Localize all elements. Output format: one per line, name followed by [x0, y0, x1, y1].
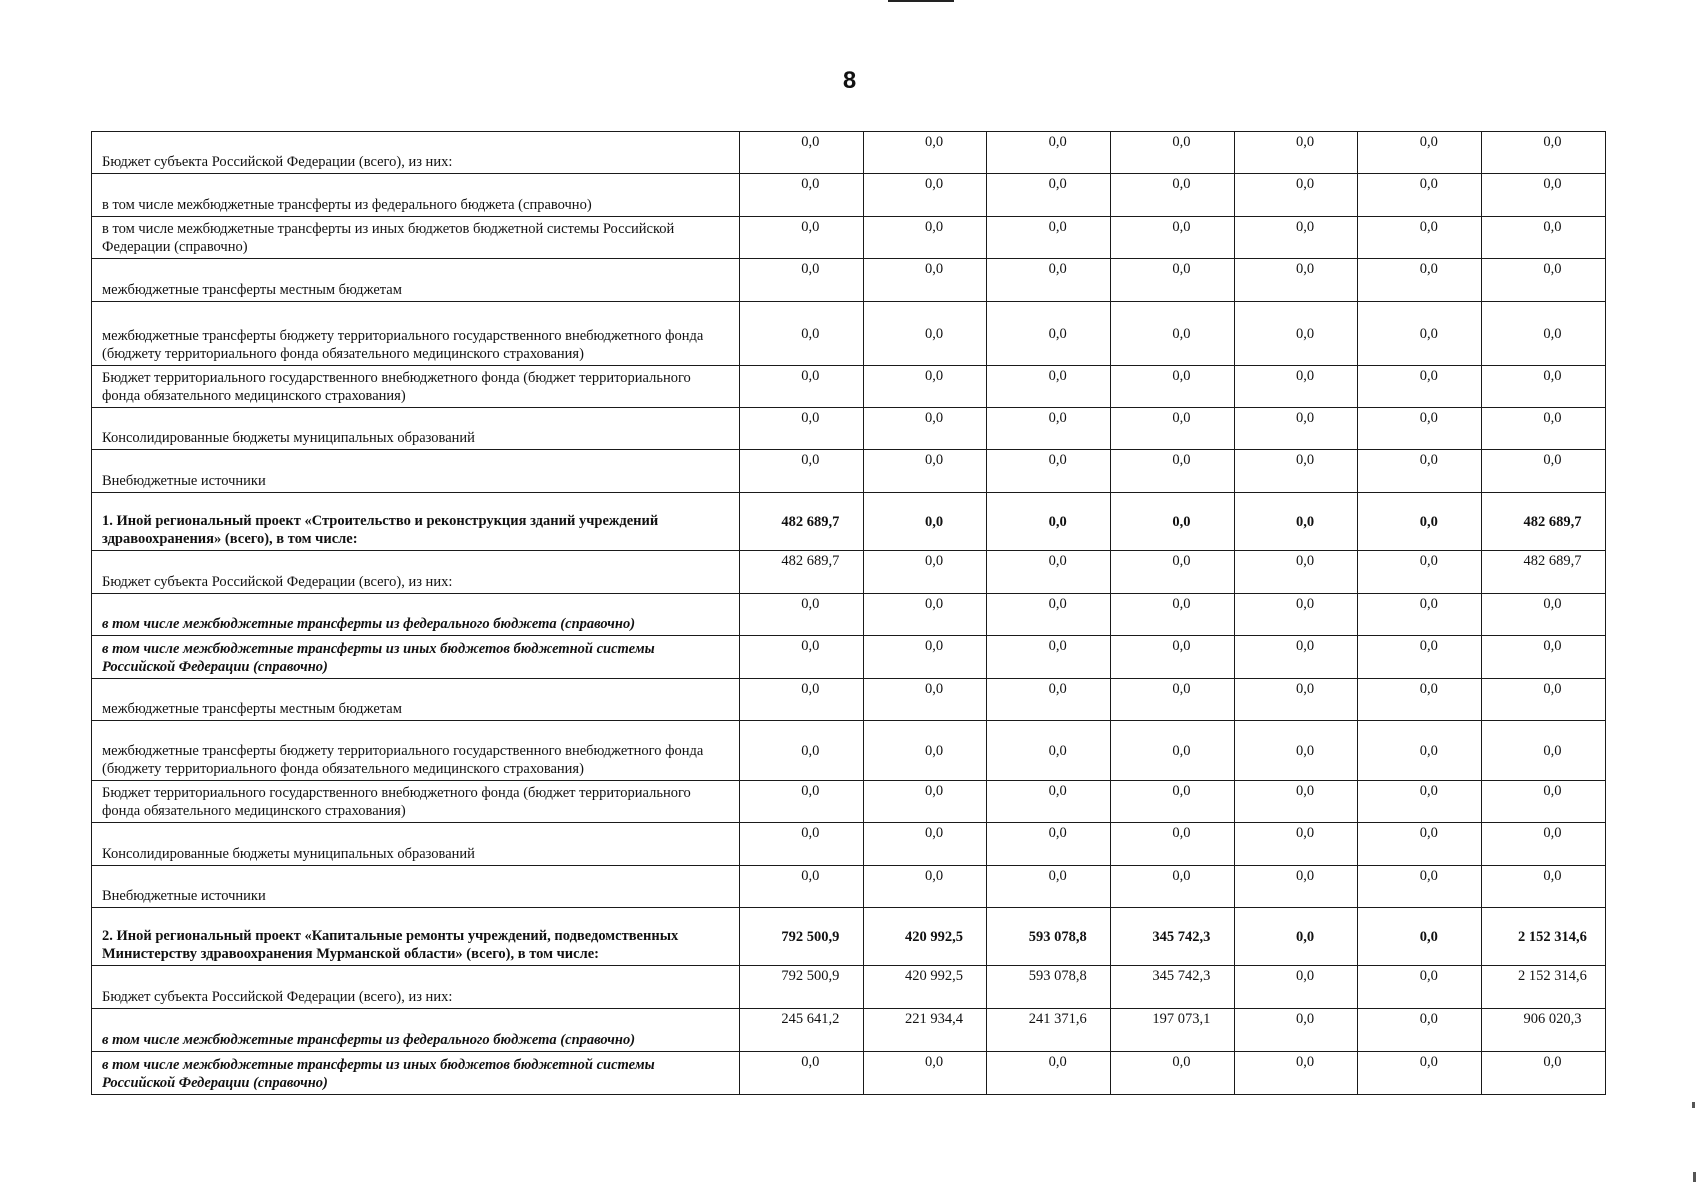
value-cell: 0,0 [987, 823, 1111, 866]
value-cell: 0,0 [740, 450, 864, 493]
scan-artifact-line [888, 0, 954, 2]
value-cell: 0,0 [740, 366, 864, 408]
value-cell: 0,0 [863, 866, 987, 908]
value-cell: 482 689,7 [1482, 551, 1606, 594]
value-cell: 0,0 [1482, 132, 1606, 174]
value-cell: 0,0 [1482, 866, 1606, 908]
value-cell: 0,0 [740, 823, 864, 866]
value-cell: 0,0 [863, 721, 987, 781]
value-cell: 0,0 [1234, 408, 1358, 450]
value-cell: 0,0 [1358, 966, 1482, 1009]
value-cell: 0,0 [1111, 450, 1235, 493]
value-cell: 0,0 [1482, 302, 1606, 366]
value-cell: 0,0 [1234, 866, 1358, 908]
row-label: Бюджет субъекта Российской Федерации (всего), из них: [92, 966, 740, 1009]
table-row [92, 217, 1606, 259]
table-row [92, 493, 1606, 551]
value-cell: 0,0 [1358, 721, 1482, 781]
value-cell: 0,0 [740, 174, 864, 217]
value-cell: 0,0 [1482, 721, 1606, 781]
value-cell: 0,0 [1358, 823, 1482, 866]
value-cell: 0,0 [863, 679, 987, 721]
value-cell: 0,0 [1111, 174, 1235, 217]
row-label: Бюджет территориального государственного внебюджетного фонда (бюджет территориального фонда обязательного медицинского страхования) [92, 366, 740, 408]
budget-table-body [92, 132, 1606, 1095]
table-row [92, 781, 1606, 823]
value-cell: 420 992,5 [863, 966, 987, 1009]
value-cell: 0,0 [863, 594, 987, 636]
value-cell: 0,0 [863, 450, 987, 493]
value-cell: 0,0 [1111, 259, 1235, 302]
value-cell: 0,0 [1234, 259, 1358, 302]
value-cell: 0,0 [1111, 366, 1235, 408]
value-cell: 0,0 [1482, 259, 1606, 302]
value-cell: 0,0 [863, 408, 987, 450]
value-cell: 0,0 [863, 1052, 987, 1095]
value-cell: 0,0 [1358, 781, 1482, 823]
value-cell: 0,0 [1111, 551, 1235, 594]
value-cell: 0,0 [1111, 217, 1235, 259]
table-row [92, 302, 1606, 366]
value-cell: 0,0 [1234, 823, 1358, 866]
value-cell: 0,0 [1111, 302, 1235, 366]
value-cell: 0,0 [863, 636, 987, 679]
value-cell: 420 992,5 [863, 908, 987, 966]
value-cell: 0,0 [1358, 408, 1482, 450]
value-cell: 0,0 [863, 259, 987, 302]
value-cell: 0,0 [863, 781, 987, 823]
value-cell: 0,0 [1111, 679, 1235, 721]
value-cell: 0,0 [1234, 908, 1358, 966]
value-cell: 0,0 [1482, 679, 1606, 721]
value-cell: 221 934,4 [863, 1009, 987, 1052]
value-cell: 0,0 [740, 302, 864, 366]
value-cell: 0,0 [740, 721, 864, 781]
value-cell: 0,0 [1234, 450, 1358, 493]
row-label: в том числе межбюджетные трансферты из иных бюджетов бюджетной системы Российской Федерации (справочно) [92, 217, 740, 259]
value-cell: 0,0 [1234, 594, 1358, 636]
value-cell: 345 742,3 [1111, 908, 1235, 966]
value-cell: 0,0 [740, 636, 864, 679]
value-cell: 0,0 [1358, 259, 1482, 302]
table-row [92, 1052, 1606, 1095]
table-row [92, 966, 1606, 1009]
value-cell: 0,0 [1234, 493, 1358, 551]
value-cell: 0,0 [1358, 679, 1482, 721]
value-cell: 241 371,6 [987, 1009, 1111, 1052]
value-cell: 0,0 [1358, 493, 1482, 551]
value-cell: 0,0 [987, 679, 1111, 721]
value-cell: 0,0 [1111, 1052, 1235, 1095]
value-cell: 0,0 [1482, 594, 1606, 636]
value-cell: 0,0 [863, 174, 987, 217]
row-label: Консолидированные бюджеты муниципальных образований [92, 408, 740, 450]
value-cell: 0,0 [1234, 132, 1358, 174]
value-cell: 0,0 [1358, 302, 1482, 366]
value-cell: 0,0 [863, 302, 987, 366]
value-cell: 0,0 [1358, 132, 1482, 174]
table-row [92, 721, 1606, 781]
row-label: межбюджетные трансферты бюджету территориального государственного внебюджетного фонда (бюджету территориального фонда обязательного медицинского страхования) [92, 721, 740, 781]
value-cell: 0,0 [987, 866, 1111, 908]
table-row [92, 1009, 1606, 1052]
value-cell: 0,0 [863, 132, 987, 174]
value-cell: 0,0 [1111, 781, 1235, 823]
value-cell: 0,0 [987, 493, 1111, 551]
value-cell: 0,0 [1111, 721, 1235, 781]
table-row [92, 908, 1606, 966]
value-cell: 0,0 [987, 551, 1111, 594]
value-cell: 2 152 314,6 [1482, 908, 1606, 966]
value-cell: 0,0 [1234, 966, 1358, 1009]
row-label: Внебюджетные источники [92, 866, 740, 908]
value-cell: 0,0 [1111, 132, 1235, 174]
value-cell: 0,0 [863, 366, 987, 408]
row-label: 1. Иной региональный проект «Строительство и реконструкция зданий учреждений здравоохранения» (всего), в том числе: [92, 493, 740, 551]
value-cell: 0,0 [740, 259, 864, 302]
value-cell: 0,0 [1358, 450, 1482, 493]
table-row [92, 174, 1606, 217]
value-cell: 0,0 [863, 551, 987, 594]
value-cell: 0,0 [740, 217, 864, 259]
value-cell: 0,0 [740, 866, 864, 908]
value-cell: 0,0 [1111, 823, 1235, 866]
value-cell: 0,0 [1111, 408, 1235, 450]
table-row [92, 408, 1606, 450]
value-cell: 0,0 [1234, 721, 1358, 781]
value-cell: 0,0 [1482, 823, 1606, 866]
value-cell: 0,0 [1358, 551, 1482, 594]
value-cell: 0,0 [740, 132, 864, 174]
value-cell: 0,0 [1111, 866, 1235, 908]
row-label: в том числе межбюджетные трансферты из иных бюджетов бюджетной системы Российской Федерации (справочно) [92, 636, 740, 679]
table-row [92, 366, 1606, 408]
value-cell: 593 078,8 [987, 908, 1111, 966]
value-cell: 0,0 [740, 1052, 864, 1095]
value-cell: 0,0 [987, 408, 1111, 450]
value-cell: 0,0 [1358, 594, 1482, 636]
value-cell: 0,0 [1482, 174, 1606, 217]
value-cell: 0,0 [987, 259, 1111, 302]
value-cell: 0,0 [987, 1052, 1111, 1095]
table-row [92, 866, 1606, 908]
value-cell: 0,0 [1111, 636, 1235, 679]
row-label: в том числе межбюджетные трансферты из иных бюджетов бюджетной системы Российской Федерации (справочно) [92, 1052, 740, 1095]
value-cell: 0,0 [1111, 493, 1235, 551]
value-cell: 0,0 [740, 594, 864, 636]
value-cell: 906 020,3 [1482, 1009, 1606, 1052]
row-label: Внебюджетные источники [92, 450, 740, 493]
page-number: 8 [842, 67, 857, 94]
scan-artifact-edge-mark [1692, 1102, 1695, 1108]
value-cell: 0,0 [1358, 1052, 1482, 1095]
row-label: Консолидированные бюджеты муниципальных образований [92, 823, 740, 866]
value-cell: 0,0 [987, 781, 1111, 823]
value-cell: 0,0 [1234, 551, 1358, 594]
value-cell: 0,0 [1482, 636, 1606, 679]
value-cell: 0,0 [987, 594, 1111, 636]
value-cell: 0,0 [1482, 217, 1606, 259]
value-cell: 0,0 [1234, 1052, 1358, 1095]
value-cell: 0,0 [987, 174, 1111, 217]
value-cell: 0,0 [1358, 1009, 1482, 1052]
value-cell: 197 073,1 [1111, 1009, 1235, 1052]
value-cell: 792 500,9 [740, 966, 864, 1009]
value-cell: 0,0 [1234, 781, 1358, 823]
value-cell: 0,0 [1482, 408, 1606, 450]
value-cell: 0,0 [987, 302, 1111, 366]
table-row [92, 636, 1606, 679]
value-cell: 0,0 [1482, 450, 1606, 493]
value-cell: 0,0 [1234, 302, 1358, 366]
value-cell: 0,0 [863, 823, 987, 866]
budget-table [91, 131, 1606, 1095]
value-cell: 792 500,9 [740, 908, 864, 966]
value-cell: 0,0 [987, 366, 1111, 408]
value-cell: 0,0 [987, 217, 1111, 259]
table-row [92, 551, 1606, 594]
table-row [92, 594, 1606, 636]
table-row [92, 132, 1606, 174]
value-cell: 482 689,7 [740, 551, 864, 594]
value-cell: 0,0 [1234, 217, 1358, 259]
row-label: в том числе межбюджетные трансферты из федерального бюджета (справочно) [92, 594, 740, 636]
value-cell: 593 078,8 [987, 966, 1111, 1009]
value-cell: 482 689,7 [1482, 493, 1606, 551]
value-cell: 0,0 [1482, 781, 1606, 823]
table-row [92, 450, 1606, 493]
value-cell: 0,0 [1234, 366, 1358, 408]
value-cell: 0,0 [1358, 366, 1482, 408]
value-cell: 0,0 [1358, 636, 1482, 679]
value-cell: 0,0 [1234, 679, 1358, 721]
row-label: межбюджетные трансферты бюджету территориального государственного внебюджетного фонда (бюджету территориального фонда обязательного медицинского страхования) [92, 302, 740, 366]
row-label: Бюджет субъекта Российской Федерации (всего), из них: [92, 132, 740, 174]
row-label: межбюджетные трансферты местным бюджетам [92, 259, 740, 302]
value-cell: 0,0 [987, 450, 1111, 493]
value-cell: 0,0 [1111, 594, 1235, 636]
value-cell: 0,0 [740, 408, 864, 450]
row-label: в том числе межбюджетные трансферты из федерального бюджета (справочно) [92, 174, 740, 217]
value-cell: 0,0 [1234, 636, 1358, 679]
row-label: Бюджет субъекта Российской Федерации (всего), из них: [92, 551, 740, 594]
table-row [92, 823, 1606, 866]
row-label: 2. Иной региональный проект «Капитальные ремонты учреждений, подведомственных Министерству здравоохранения Мурманской области» (всего), в том числе: [92, 908, 740, 966]
value-cell: 0,0 [1482, 366, 1606, 408]
value-cell: 0,0 [740, 781, 864, 823]
value-cell: 0,0 [987, 721, 1111, 781]
row-label: межбюджетные трансферты местным бюджетам [92, 679, 740, 721]
value-cell: 0,0 [1358, 217, 1482, 259]
value-cell: 0,0 [740, 679, 864, 721]
value-cell: 0,0 [987, 636, 1111, 679]
row-label: в том числе межбюджетные трансферты из федерального бюджета (справочно) [92, 1009, 740, 1052]
row-label: Бюджет территориального государственного внебюджетного фонда (бюджет территориального фонда обязательного медицинского страхования) [92, 781, 740, 823]
value-cell: 0,0 [863, 217, 987, 259]
value-cell: 245 641,2 [740, 1009, 864, 1052]
value-cell: 0,0 [987, 132, 1111, 174]
value-cell: 0,0 [1358, 908, 1482, 966]
table-row [92, 679, 1606, 721]
value-cell: 0,0 [1234, 174, 1358, 217]
value-cell: 0,0 [1234, 1009, 1358, 1052]
value-cell: 2 152 314,6 [1482, 966, 1606, 1009]
value-cell: 482 689,7 [740, 493, 864, 551]
value-cell: 0,0 [1358, 866, 1482, 908]
table-row [92, 259, 1606, 302]
value-cell: 0,0 [1482, 1052, 1606, 1095]
value-cell: 0,0 [1358, 174, 1482, 217]
value-cell: 345 742,3 [1111, 966, 1235, 1009]
value-cell: 0,0 [863, 493, 987, 551]
scan-artifact-edge-mark [1693, 1172, 1696, 1182]
